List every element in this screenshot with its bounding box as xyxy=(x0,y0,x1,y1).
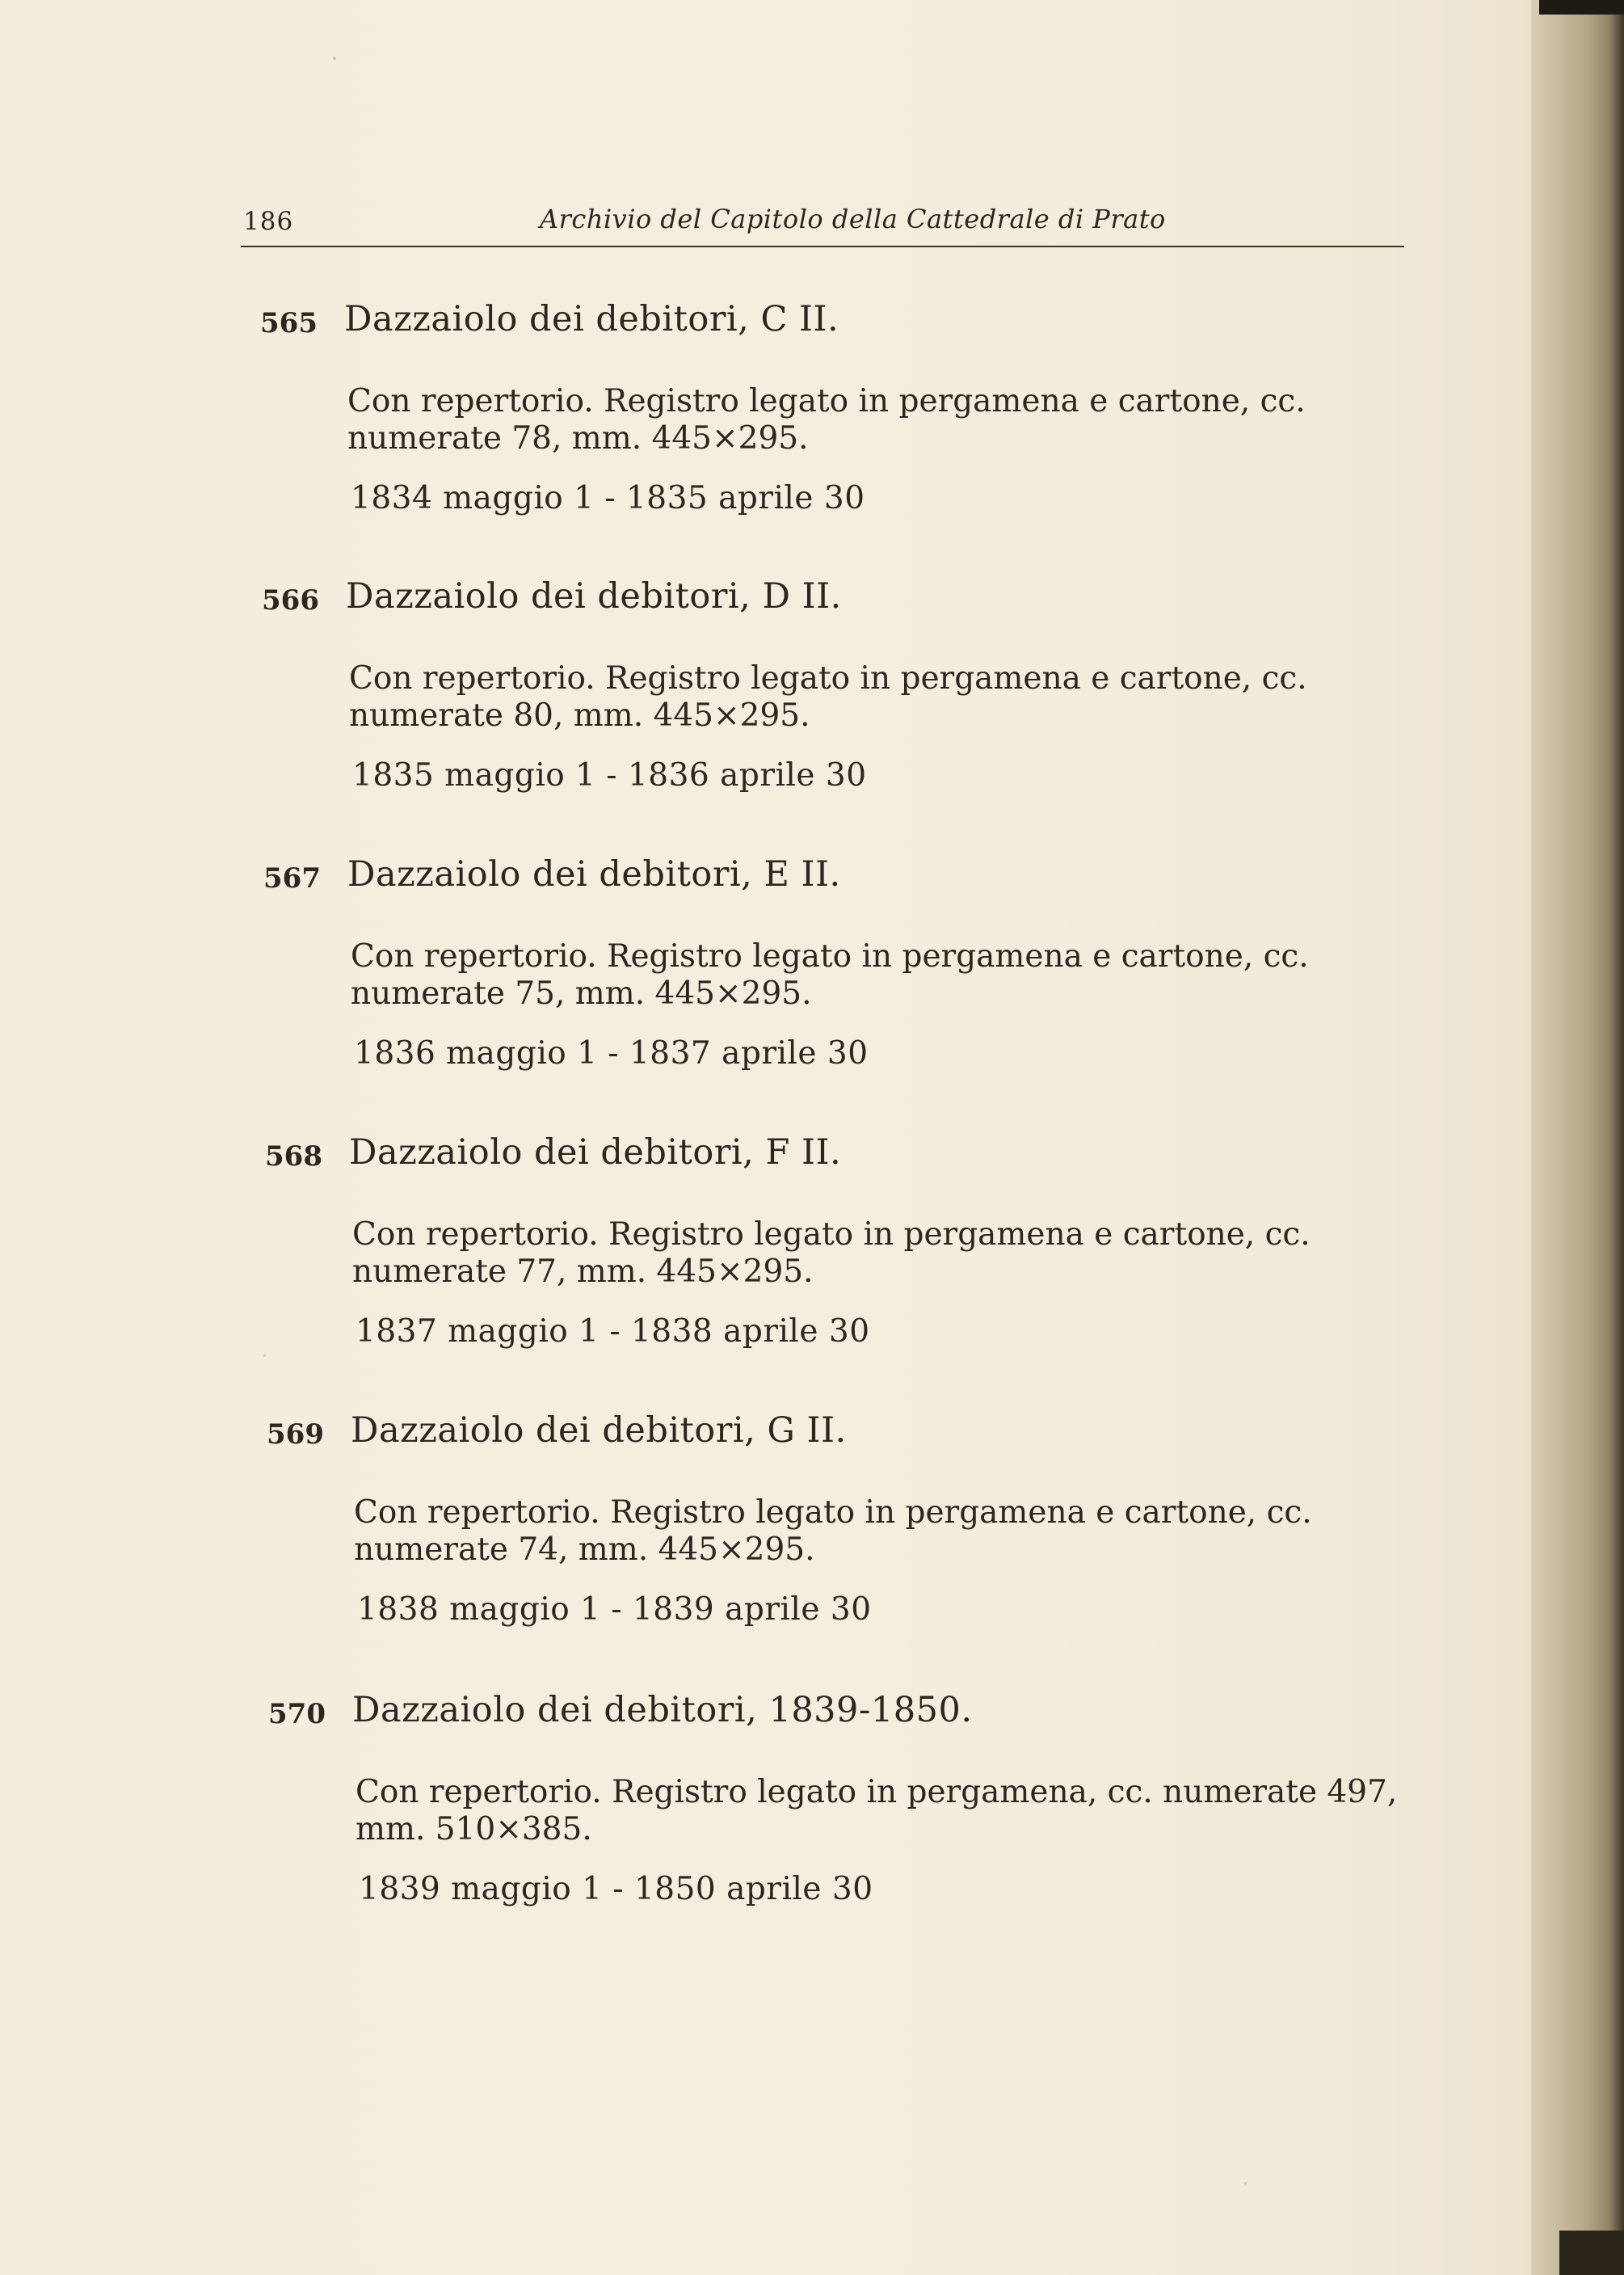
entry-description: Con repertorio. Registro legato in pergamena, cc. numerate 497, mm. 510×385. xyxy=(356,1774,1398,1847)
paper-speck xyxy=(263,1354,266,1357)
entry-title: Dazzaiolo dei debitori, 1839-1850. xyxy=(352,1690,973,1730)
entry-title: Dazzaiolo dei debitori, C II. xyxy=(344,299,839,339)
page-number: 186 xyxy=(243,207,294,236)
paper-speck xyxy=(1244,2182,1247,2184)
entry-title: Dazzaiolo dei debitori, D II. xyxy=(346,576,842,617)
entry-dates: 1838 maggio 1 - 1839 aprile 30 xyxy=(357,1591,872,1628)
entry-description: Con repertorio. Registro legato in pergamena e cartone, cc. numerate 78, mm. 445×295. xyxy=(347,383,1306,457)
binding-shadow-top xyxy=(1539,0,1624,15)
entry-dates: 1836 maggio 1 - 1837 aprile 30 xyxy=(354,1035,869,1072)
entry-number: 568 xyxy=(265,1140,322,1173)
running-head xyxy=(241,204,1404,247)
entry-description: Con repertorio. Registro legato in pergamena e cartone, cc. numerate 80, mm. 445×295. xyxy=(349,660,1307,734)
entry-title: Dazzaiolo dei debitori, G II. xyxy=(351,1410,847,1451)
entry-title: Dazzaiolo dei debitori, F II. xyxy=(349,1132,842,1173)
entry-dates: 1835 maggio 1 - 1836 aprile 30 xyxy=(352,757,867,794)
entry-dates: 1837 maggio 1 - 1838 aprile 30 xyxy=(356,1313,870,1350)
entry-description: Con repertorio. Registro legato in pergamena e cartone, cc. numerate 75, mm. 445×295. xyxy=(351,938,1309,1012)
entry-number: 565 xyxy=(260,307,318,339)
entry-dates: 1839 maggio 1 - 1850 aprile 30 xyxy=(359,1871,873,1907)
entry-description: Con repertorio. Registro legato in pergamena e cartone, cc. numerate 77, mm. 445×295. xyxy=(352,1216,1311,1290)
entry-number: 567 xyxy=(263,862,321,895)
binding-edge xyxy=(1531,0,1624,2275)
entry-description: Con repertorio. Registro legato in pergamena e cartone, cc. numerate 74, mm. 445×295. xyxy=(354,1494,1312,1568)
entry-number: 566 xyxy=(262,584,319,617)
binding-shadow-bottom xyxy=(1559,2231,1624,2275)
entry-title: Dazzaiolo dei debitori, E II. xyxy=(347,854,841,895)
paper-speck xyxy=(333,57,336,60)
entry-number: 569 xyxy=(267,1418,324,1451)
entry-number: 570 xyxy=(268,1698,326,1730)
running-title: Archivio del Capitolo della Cattedrale di Prato xyxy=(540,204,1166,234)
entry-dates: 1834 maggio 1 - 1835 aprile 30 xyxy=(351,480,865,516)
